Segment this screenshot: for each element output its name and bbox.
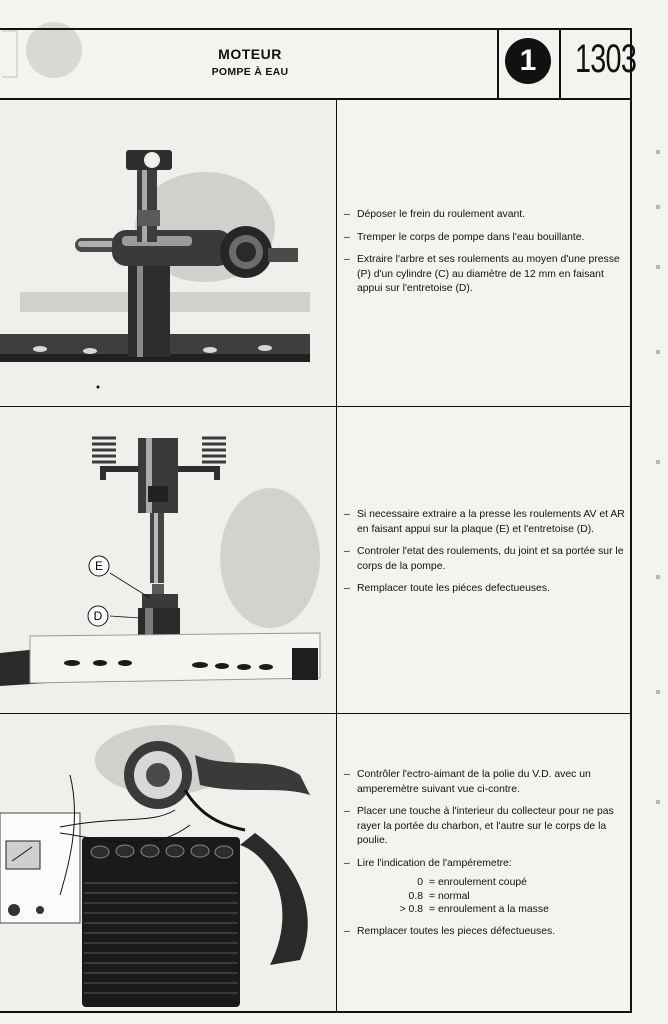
header-divider <box>559 28 561 98</box>
instruction-step: – Déposer le frein du roulement avant. <box>342 208 627 223</box>
page-subtitle: POMPE À EAU <box>211 66 289 78</box>
reading-value: 0.8 <box>408 890 423 902</box>
margin-mark <box>656 690 660 694</box>
reading-meaning: = enroulement coupé <box>429 877 527 888</box>
label-d: D <box>93 609 103 623</box>
instruction-step: – Remplacer toutes les pieces défectueuses. <box>342 925 627 940</box>
margin-mark <box>656 460 660 464</box>
chapter-badge: 1 <box>505 38 551 84</box>
ammeter-test-photo <box>0 715 335 1011</box>
margin-mark <box>656 265 660 269</box>
row-divider <box>0 406 632 407</box>
reading-meaning: = normal <box>429 890 470 902</box>
reading-value: 0 <box>417 877 423 888</box>
instruction-step: – Extraire l'arbre et ses roulements au moyen d'une presse (P) d'un cylindre (C) au diamètre de 12 mm en faisant appui sur l'entretoise (D). <box>342 253 627 297</box>
instruction-step: – Lire l'indication de l'ampéremetre: <box>342 857 627 872</box>
bearing-extraction-photo <box>0 408 335 711</box>
column-divider <box>336 100 337 1012</box>
margin-mark <box>656 350 660 354</box>
instruction-step: – Controler l'etat des roulements, du joint et sa portée sur le corps de la pompe. <box>342 545 627 574</box>
page-title: MOTEUR <box>218 46 282 62</box>
instruction-step: – Si necessaire extraire a la presse les roulements AV et AR en faisant appui sur la plaque (E) et l'entretoise (D). <box>342 508 627 537</box>
reading-row <box>389 903 627 917</box>
instruction-step: – Placer une touche à l'interieur du collecteur pour ne pas rayer la portée du charbon, et l'autre sur le corps de la poulie. <box>342 805 627 849</box>
page-header <box>0 28 637 100</box>
margin-mark <box>656 205 660 209</box>
instruction-step: – Tremper le corps de pompe dans l'eau bouillante. <box>342 231 627 246</box>
label-e: E <box>94 559 104 573</box>
reading-meaning: = enroulement a la masse <box>429 904 549 915</box>
row-divider <box>0 713 632 714</box>
margin-mark <box>656 575 660 579</box>
margin-mark <box>656 800 660 804</box>
reading-row <box>389 890 627 904</box>
header-divider <box>497 28 499 98</box>
margin-mark <box>656 150 660 154</box>
instruction-block-2 <box>342 508 627 605</box>
reading-value: > 0.8 <box>399 904 423 915</box>
instruction-block-3 <box>342 768 627 947</box>
page-number: 1303 <box>574 37 637 81</box>
pump-press-photo <box>0 102 335 404</box>
reading-row <box>389 876 627 890</box>
ammeter-readings <box>389 876 627 917</box>
instruction-step: – Contrôler l'ectro-aimant de la polie du V.D. avec un amperemètre suivant vue ci-contre. <box>342 768 627 797</box>
instruction-step: – Remplacer toute les piéces defectueuses. <box>342 582 627 597</box>
instruction-block-1 <box>342 208 627 305</box>
